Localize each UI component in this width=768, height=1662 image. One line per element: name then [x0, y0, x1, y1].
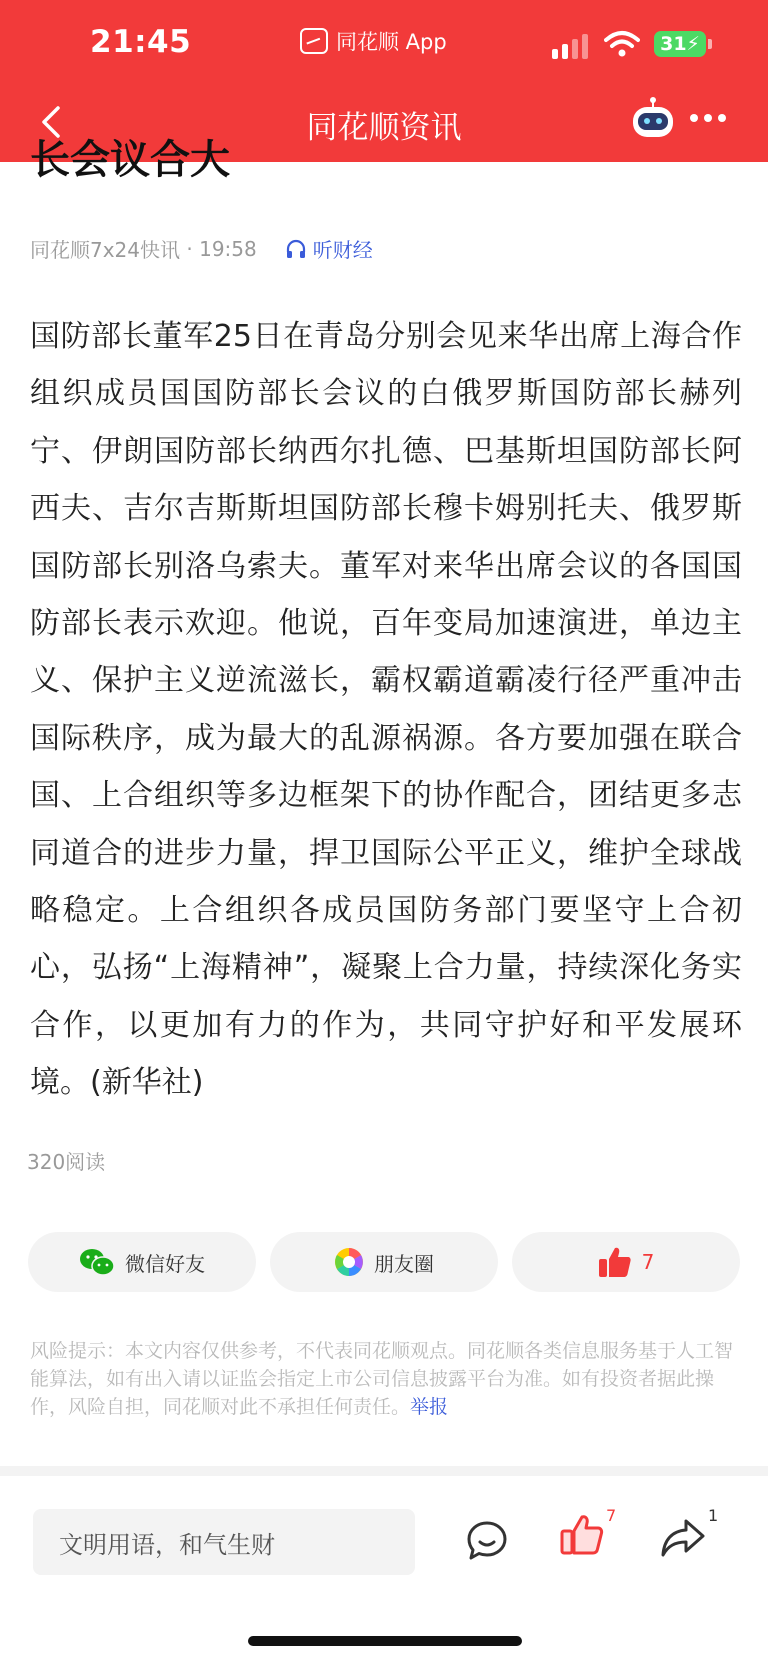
more-icon[interactable] — [690, 114, 726, 122]
section-divider — [0, 1466, 768, 1476]
thumbs-up-icon — [598, 1246, 632, 1278]
battery-icon: 31 ⚡ — [654, 31, 706, 57]
like-count: 7 — [641, 1250, 655, 1274]
app-indicator-label: 同花顺 App — [336, 30, 447, 54]
share-wechat-label: 微信好友 — [125, 1251, 205, 1276]
article-source: 同花顺7x24快讯 — [30, 238, 181, 262]
cellular-signal-icon — [552, 34, 588, 59]
read-count: 320阅读 — [27, 1150, 106, 1174]
share-wechat-button[interactable] — [28, 1232, 256, 1292]
comment-placeholder: 文明用语，和气生财 — [59, 1530, 275, 1559]
share-moments-button[interactable] — [270, 1232, 498, 1292]
share-icon[interactable] — [660, 1518, 706, 1558]
risk-disclaimer — [30, 1337, 742, 1421]
article-title: 长会议合大 — [30, 137, 230, 183]
moments-icon — [334, 1247, 364, 1277]
page-title: 同花顺资讯 — [306, 110, 462, 146]
article-body: 国防部长董军25日在青岛分别会见来华出席上海合作组织成员国国防部长会议的白俄罗斯国防部长赫列宁、伊朗国防部长纳西尔扎德、巴基斯坦国防部长阿西夫、吉尔吉斯斯坦国防部长穆卡姆别托夫、俄罗斯国防部长别洛乌索夫。董军对来华出席会议的各国国防部长表示欢迎。他说，百年变局加速演进，单边主义、保护主义逆流滋长，霸权霸道霸凌行径严重冲击国际秩序，成为最大的乱源祸源。各方要加强在联合国、上合组织等多边框架下的协作配合，团结更多志同道合的进步力量，捍卫国际公平正义，维护全球战略稳定。上合组织各成员国防务部门要坚守上合初心，弘扬“上海精神”，凝聚上合力量，持续深化务实合作，以更加有力的作为，共同守护好和平发展环境。(新华社) — [30, 319, 742, 1101]
comment-icon[interactable] — [466, 1520, 508, 1562]
article-meta — [30, 234, 373, 263]
headphones-icon — [285, 238, 307, 260]
app-indicator[interactable] — [300, 26, 447, 56]
app-logo-icon — [300, 28, 328, 54]
listen-label: 听财经 — [312, 238, 373, 262]
disclaimer-text: 风险提示：本文内容仅供参考，不代表同花顺观点。同花顺各类信息服务基于人工智能算法，如有出入请以证监会指定上市公司信息披露平台为准。如有投资者据此操作，风险自担，同花顺对此不承担任何责任。 — [30, 1340, 734, 1418]
meta-separator: · — [180, 236, 200, 261]
bottom-action-bar — [0, 1476, 768, 1662]
article-time: 19:58 — [199, 236, 257, 261]
comment-input[interactable] — [33, 1509, 415, 1575]
battery-cap — [708, 39, 712, 49]
status-time: 21:45 — [90, 24, 192, 60]
wechat-icon — [79, 1247, 115, 1277]
like-badge: 7 — [606, 1506, 617, 1525]
home-indicator[interactable] — [248, 1636, 522, 1646]
robot-icon[interactable] — [630, 96, 676, 142]
like-button[interactable] — [512, 1232, 740, 1292]
status-bar — [0, 0, 768, 88]
report-link[interactable]: 举报 — [410, 1396, 449, 1418]
wifi-icon — [604, 30, 640, 58]
share-moments-label: 朋友圈 — [374, 1251, 434, 1276]
thumbs-up-icon[interactable] — [560, 1514, 604, 1556]
share-badge: 1 — [708, 1506, 719, 1525]
battery-level: 31 — [660, 33, 687, 55]
listen-button[interactable] — [285, 234, 373, 263]
share-row — [28, 1232, 740, 1292]
